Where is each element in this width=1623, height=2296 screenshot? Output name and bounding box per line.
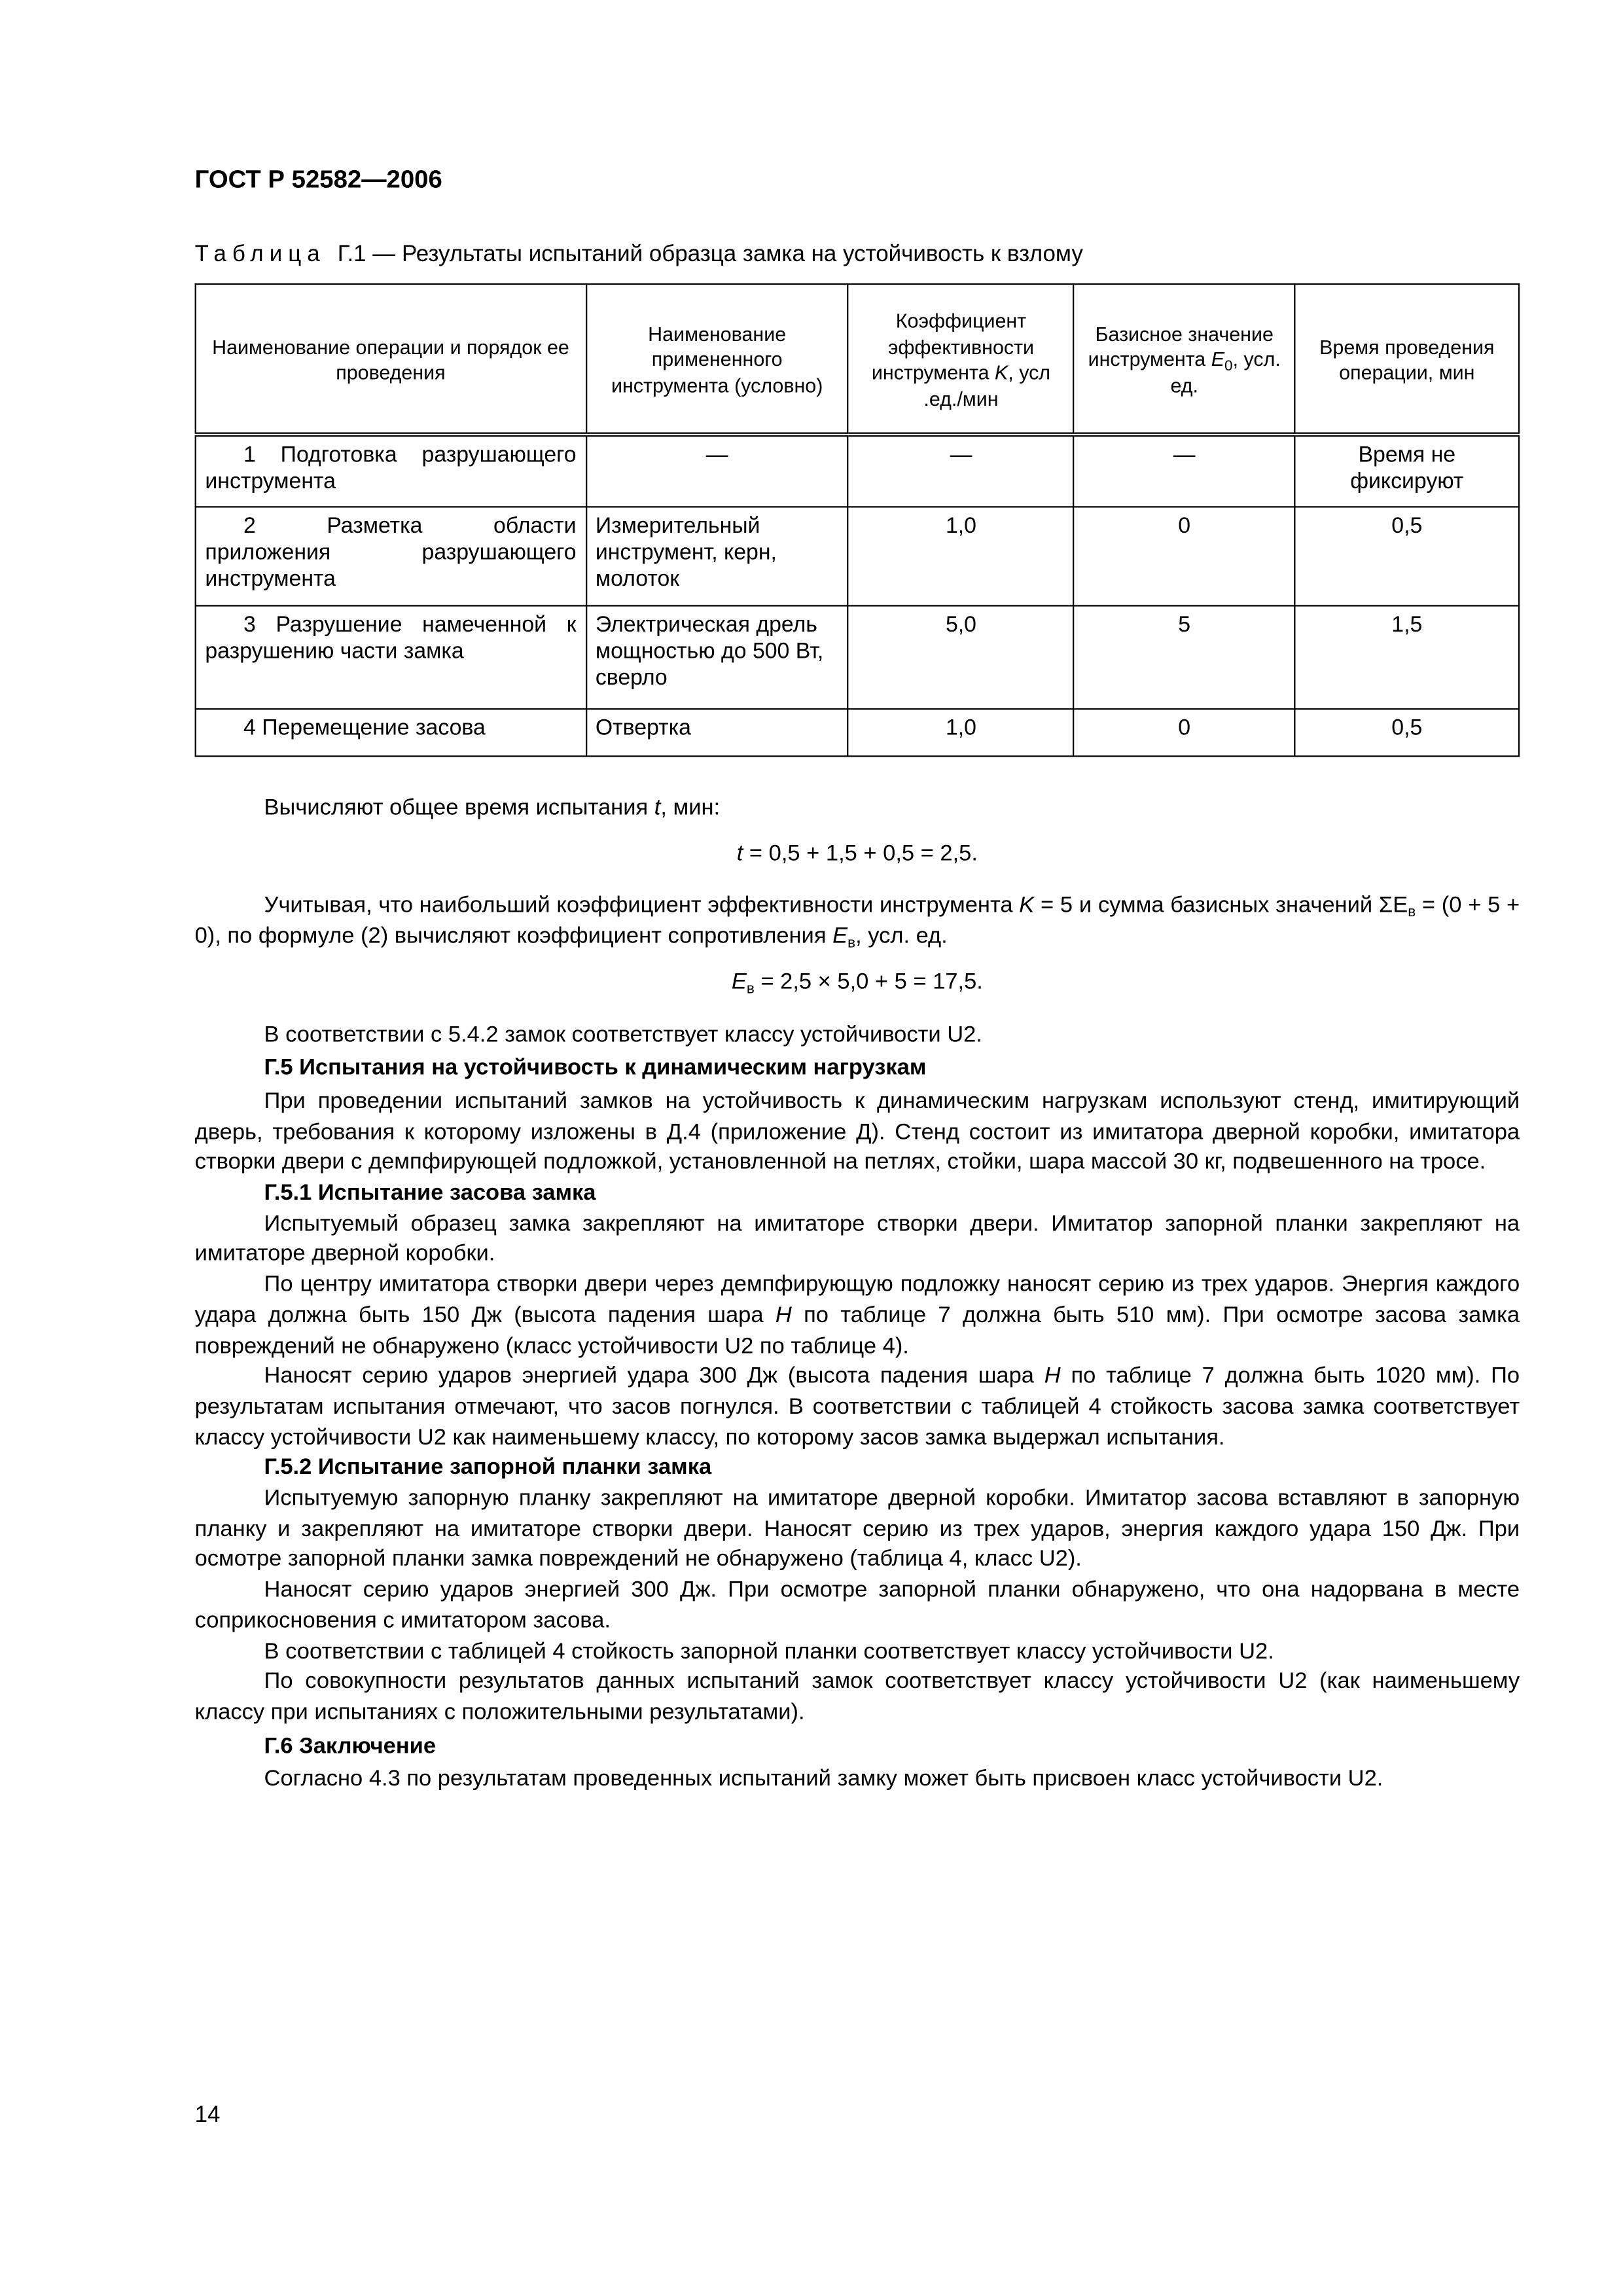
text: По центру имитатора створки двери через демпфирующую подложку наносят серию из трех ударов. Энергия каждого удара должна быть 150 Дж (высота падения шара bbox=[194, 1272, 1520, 1328]
table-row bbox=[196, 435, 1519, 507]
symbol: H bbox=[775, 1302, 792, 1328]
cell-operation: 2 Разметка области приложения разрушающего инструмента bbox=[196, 507, 586, 605]
table-caption-label: Таблица bbox=[194, 242, 326, 268]
table-header-row bbox=[196, 284, 1519, 435]
paragraph: Испытуемую запорную планку закрепляют на имитаторе дверной коробки. Имитатор засова вставляют в запорную планку и закрепляют на имитаторе створки двери. Наносят серию из трех ударов, энергия каждого удара 150 Дж. При осмотре запорной планки замка повреждений не обнаружено (таблица 4, класс U2). bbox=[194, 1486, 1520, 1573]
header-text: Коэффициент эффективности инструмента bbox=[871, 310, 1035, 384]
symbol: t bbox=[736, 840, 743, 866]
column-header-operation: Наименование операции и порядок ее проведения bbox=[196, 284, 586, 435]
header-text: Базисное значение инструмента bbox=[1088, 323, 1274, 371]
cell-e0: 5 bbox=[1074, 605, 1295, 709]
header-text: , усл .ед./мин bbox=[923, 361, 1051, 410]
column-header-coefficient bbox=[848, 284, 1074, 435]
column-header-tool: Наименование примененного инструмента (условно) bbox=[586, 284, 848, 435]
results-table bbox=[195, 283, 1520, 757]
cell-e0: 0 bbox=[1074, 709, 1295, 756]
text: , усл. ед. bbox=[855, 924, 948, 949]
header-subscript: 0 bbox=[1224, 359, 1233, 376]
text: Вычисляют общее время испытания bbox=[264, 795, 654, 821]
cell-tool: Измерительный инструмент, керн, молоток bbox=[586, 507, 848, 605]
formula-resistance bbox=[195, 968, 1520, 999]
text: Учитывая, что наибольший коэффициент эффективности инструмента bbox=[264, 893, 1020, 919]
text: по таблице 7 должна быть 510 мм). При осмотре засова замка повреждений не обнаружено (класс устойчивости U2 по таблице 4). bbox=[194, 1302, 1520, 1359]
table-caption-text: Г.1 — Результаты испытаний образца замка на устойчивость к взлому bbox=[337, 242, 1083, 268]
symbol: K bbox=[1019, 893, 1035, 919]
paragraph: По совокупности результатов данных испытаний замок соответствует классу устойчивости U2 (как наименьшему классу при испытаниях с положительными результатами). bbox=[194, 1669, 1520, 1725]
subscript: в bbox=[847, 935, 856, 952]
paragraph bbox=[195, 892, 1520, 953]
section-heading-g6: Г.6 Заключение bbox=[264, 1733, 437, 1759]
symbol: t bbox=[654, 795, 661, 821]
cell-tool: — bbox=[586, 435, 848, 507]
text: по таблице 7 должна быть 1020 мм). По результатам испытания отмечают, что засов погнулся. В соответствии с таблицей 4 стойкость засова замка соответствует классу устойчивости U2 как наименьшему классу, по которому засов замка выдержал испытания. bbox=[194, 1363, 1520, 1450]
text: , мин: bbox=[660, 795, 721, 821]
cell-e0: — bbox=[1074, 435, 1295, 507]
column-header-time: Время проведения операции, мин bbox=[1295, 284, 1519, 435]
subscript: в bbox=[746, 980, 755, 997]
cell-tool: Отвертка bbox=[586, 709, 848, 756]
paragraph bbox=[195, 1362, 1520, 1454]
table-row bbox=[196, 605, 1519, 709]
cell-k: 1,0 bbox=[848, 709, 1074, 756]
paragraph: Испытуемый образец замка закрепляют на имитаторе створки двери. Имитатор запорной планки закрепляют на имитаторе дверной коробки. bbox=[194, 1211, 1520, 1267]
header-symbol: K bbox=[994, 361, 1008, 384]
cell-operation: 1 Подготовка разрушающего инструмента bbox=[196, 435, 586, 507]
table-caption bbox=[195, 242, 1083, 269]
header-text: , усл. ед. bbox=[1170, 348, 1281, 397]
text: Наносят серию ударов энергией удара 300 Дж (высота падения шара bbox=[264, 1363, 1044, 1390]
formula-total-time bbox=[195, 839, 1520, 870]
subscript: в bbox=[1408, 905, 1416, 922]
cell-k: 5,0 bbox=[848, 605, 1074, 709]
paragraph: В соответствии с 5.4.2 замок соответствует классу устойчивости U2. bbox=[264, 1022, 982, 1047]
header-symbol: E bbox=[1211, 348, 1225, 371]
table-row bbox=[196, 709, 1519, 756]
text: = (0 + 5 + 0), по формуле (2) вычисляют коэффициент сопротивления bbox=[194, 893, 1520, 949]
section-heading-g5-2: Г.5.2 Испытание запорной планки замка bbox=[264, 1455, 712, 1481]
cell-time: 1,5 bbox=[1295, 605, 1519, 709]
paragraph: Наносят серию ударов энергией 300 Дж. При осмотре запорной планки обнаружено, что она надорвана в месте соприкосновения с имитатором засова. bbox=[194, 1577, 1520, 1634]
cell-tool: Электрическая дрель мощностью до 500 Вт, сверло bbox=[586, 605, 848, 709]
cell-operation: 3 Разрушение намеченной к разрушению части замка bbox=[196, 605, 586, 709]
paragraph bbox=[195, 794, 1520, 825]
section-heading-g5-1: Г.5.1 Испытание засова замка bbox=[264, 1180, 596, 1206]
paragraph bbox=[195, 1270, 1520, 1362]
cell-time: Время не фиксируют bbox=[1295, 435, 1519, 507]
text: = 0,5 + 1,5 + 0,5 = 2,5. bbox=[743, 840, 978, 866]
cell-e0: 0 bbox=[1074, 507, 1295, 605]
paragraph: При проведении испытаний замков на устойчивость к динамическим нагрузкам используют стенд, имитирующий дверь, требования к которому изложены в Д.4 (приложение Д). Стенд состоит из имитатора дверной коробки, имитатора створки двери с демпфирующей подложкой, установленной на петлях, стойки, шара массой 30 кг, подвешенного на тросе. bbox=[194, 1088, 1520, 1175]
cell-operation: 4 Перемещение засова bbox=[196, 709, 586, 756]
cell-time: 0,5 bbox=[1295, 507, 1519, 605]
paragraph: В соответствии с таблицей 4 стойкость запорной планки соответствует классу устойчивости U2. bbox=[264, 1638, 1274, 1664]
cell-time: 0,5 bbox=[1295, 709, 1519, 756]
symbol: E bbox=[731, 969, 747, 995]
symbol: E bbox=[832, 924, 848, 949]
paragraph: Согласно 4.3 по результатам проведенных испытаний замку может быть присвоен класс устойчивости U2. bbox=[264, 1767, 1383, 1792]
symbol: H bbox=[1044, 1363, 1061, 1390]
text: = 2,5 × 5,0 + 5 = 17,5. bbox=[754, 969, 983, 995]
column-header-base-value bbox=[1074, 284, 1295, 435]
table-row bbox=[196, 507, 1519, 605]
page-number: 14 bbox=[194, 2102, 221, 2128]
document-body bbox=[195, 794, 1520, 1796]
text: = 5 и сумма базисных значений ΣE bbox=[1034, 893, 1408, 919]
section-heading-g5: Г.5 Испытания на устойчивость к динамическим нагрузкам bbox=[264, 1055, 927, 1081]
cell-k: 1,0 bbox=[848, 507, 1074, 605]
cell-k: — bbox=[848, 435, 1074, 507]
document-title: ГОСТ Р 52582—2006 bbox=[194, 165, 442, 194]
